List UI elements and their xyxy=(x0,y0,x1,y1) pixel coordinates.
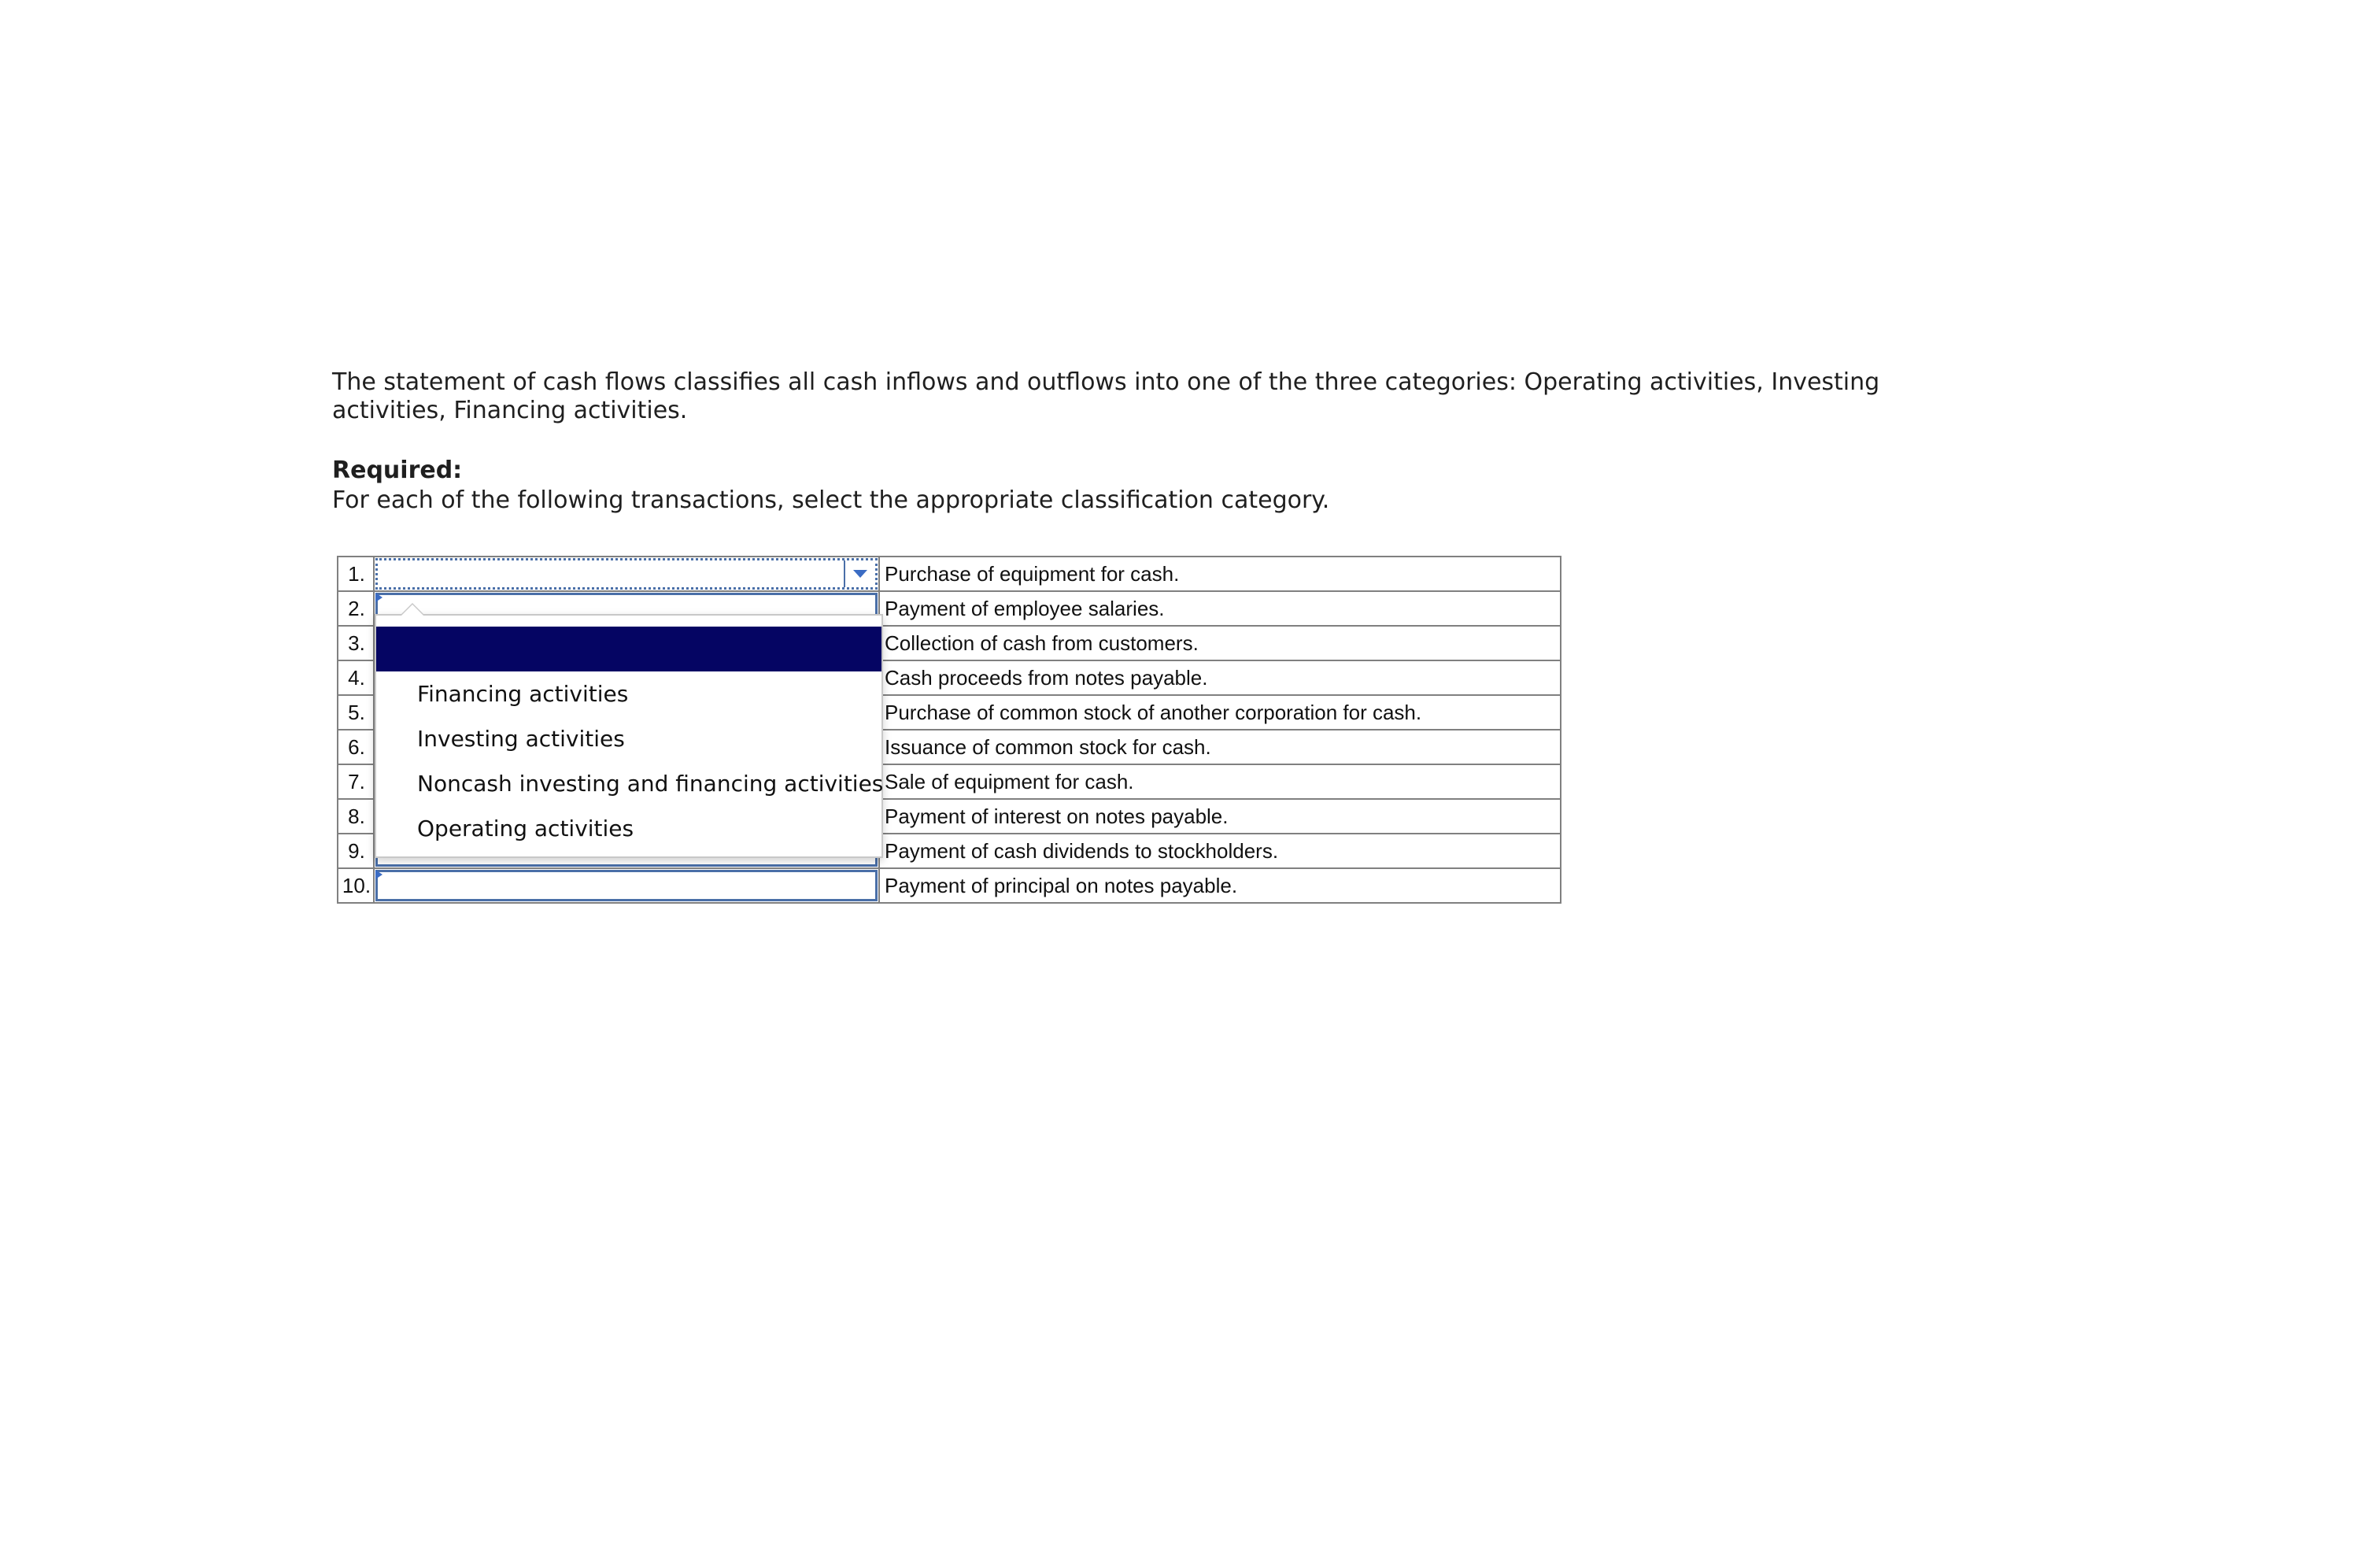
row-number: 7. xyxy=(338,764,374,799)
row-number: 3. xyxy=(338,626,374,660)
classification-select[interactable] xyxy=(374,868,879,903)
required-instructions: For each of the following transactions, select the appropriate classification category. xyxy=(332,486,1330,514)
transaction-description: Issuance of common stock for cash. xyxy=(879,730,1561,764)
row-number: 4. xyxy=(338,660,374,695)
required-title: Required: xyxy=(332,457,463,484)
transaction-description: Payment of cash dividends to stockholders. xyxy=(879,834,1561,868)
intro-line-2: activities, Financing activities. xyxy=(332,397,688,424)
select-box[interactable] xyxy=(375,870,878,901)
row-number: 2. xyxy=(338,591,374,626)
chevron-down-icon xyxy=(853,570,867,578)
row-number: 8. xyxy=(338,799,374,834)
dropdown-option-noncash[interactable]: Noncash investing and financing activities xyxy=(417,771,884,797)
row-number: 9. xyxy=(338,834,374,868)
row-number: 1. xyxy=(338,557,374,591)
unanswered-marker-icon xyxy=(375,870,382,879)
intro-paragraph xyxy=(332,368,1880,425)
transaction-description: Sale of equipment for cash. xyxy=(879,764,1561,799)
dropdown-option-investing[interactable]: Investing activities xyxy=(417,726,625,752)
transaction-description: Payment of employee salaries. xyxy=(879,591,1561,626)
transaction-description: Payment of principal on notes payable. xyxy=(879,868,1561,903)
dropdown-option-financing[interactable]: Financing activities xyxy=(417,681,629,707)
transaction-description: Cash proceeds from notes payable. xyxy=(879,660,1561,695)
classification-select[interactable] xyxy=(374,557,879,591)
row-number: 6. xyxy=(338,730,374,764)
dropdown-option-operating[interactable]: Operating activities xyxy=(417,816,634,841)
row-number: 5. xyxy=(338,695,374,730)
transaction-description: Payment of interest on notes payable. xyxy=(879,799,1561,834)
transaction-description: Collection of cash from customers. xyxy=(879,626,1561,660)
row-number: 10. xyxy=(338,868,374,903)
table-row xyxy=(338,868,1561,903)
intro-line-1: The statement of cash flows classifies all cash inflows and outflows into one of the three categories: Operating activities, Investing xyxy=(332,368,1880,396)
classification-dropdown-menu xyxy=(375,614,883,858)
transaction-description: Purchase of common stock of another corporation for cash. xyxy=(879,695,1561,730)
dropdown-caret-icon xyxy=(400,603,425,616)
table-row xyxy=(338,557,1561,591)
unanswered-marker-icon xyxy=(375,593,382,602)
select-box-active[interactable] xyxy=(375,558,878,590)
required-section xyxy=(332,457,1329,515)
transaction-description: Purchase of equipment for cash. xyxy=(879,557,1561,591)
dropdown-toggle[interactable] xyxy=(844,560,875,587)
dropdown-option-blank[interactable] xyxy=(376,627,881,671)
